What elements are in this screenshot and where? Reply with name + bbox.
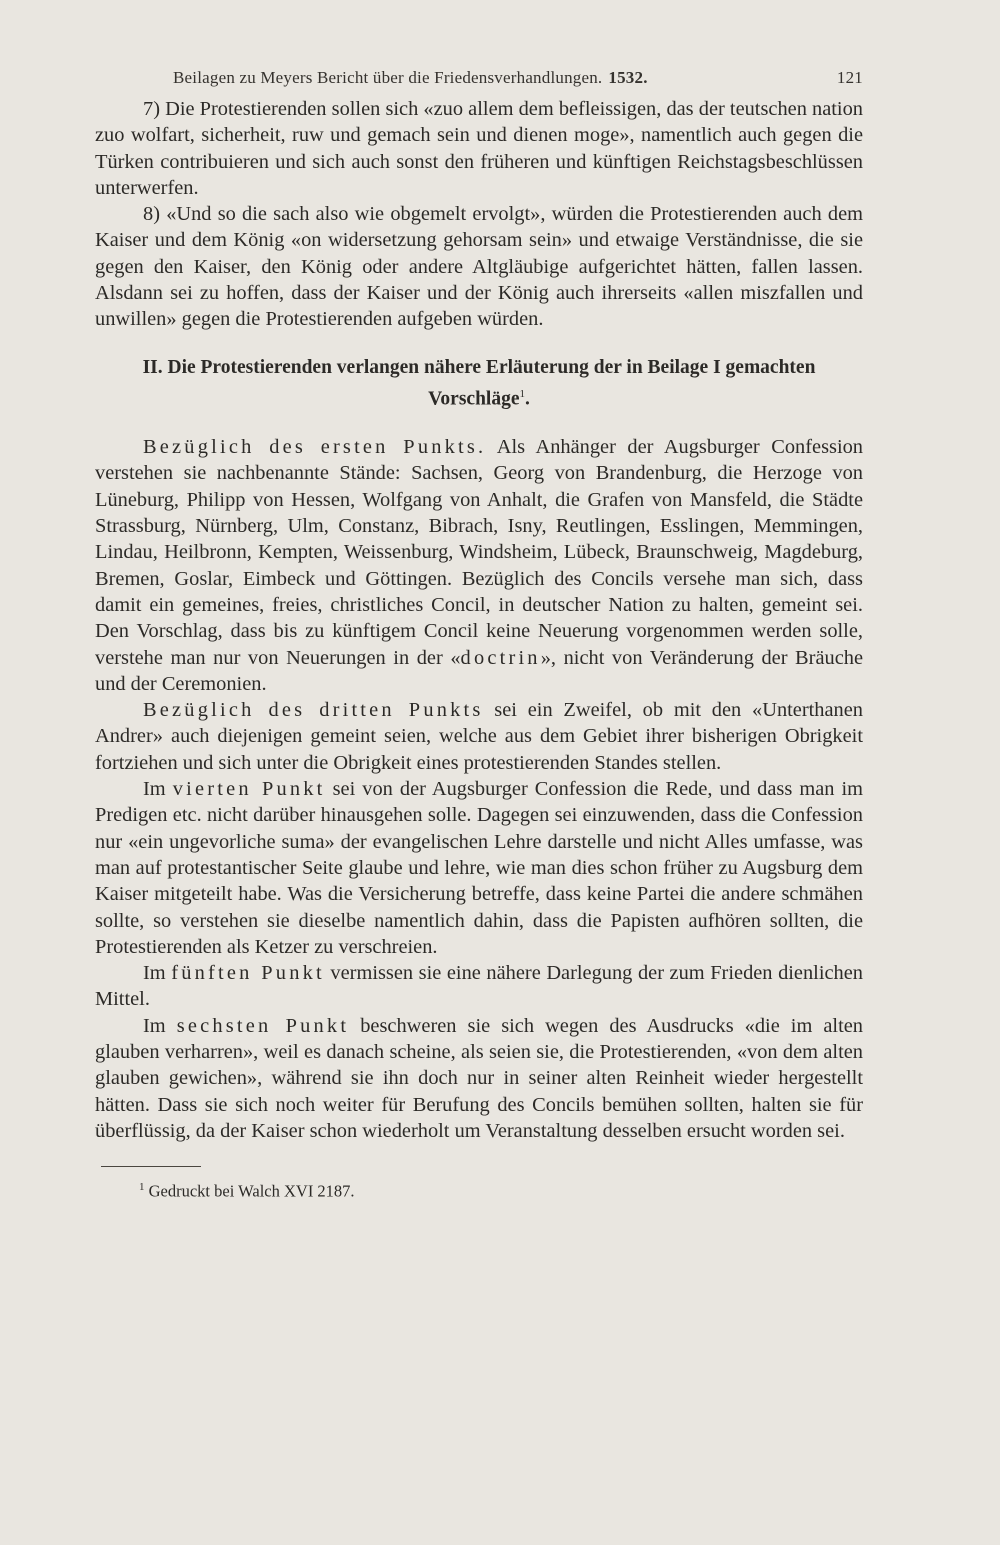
- paragraph-first-point: Bezüglich des ersten Punkts. Als Anhänger der Augsburger Confession verstehen sie nachbenannte Stände: Sachsen, Georg von Brandenburg, die Herzoge von Lüneburg, Philipp von Hessen, Wolfgang von Anhalt, die Grafen von Mansfeld, die Städte Strassburg, Nürnberg, Ulm, Constanz, Bibrach, Isny, Reutlingen, Esslingen, Memmingen, Lindau, Heilbronn, Kempten, Weissenburg, Windsheim, Lübeck, Braunschweig, Magdeburg, Bremen, Goslar, Eimbeck und Göttingen. Bezüglich des Concils versehe man sich, dass damit ein gemeines, freies, christliches Concil, in deutscher Nation zu halten, gemeint sei. Den Vorschlag, dass bis zu künftigem Concil keine Neuerung vorgenommen werden solle, verstehe man nur von Neuerungen in der «doctrin», nicht von Veränderung der Bräuche und der Ceremonien.: [95, 436, 864, 695]
- footnote-mark: 1: [139, 1181, 145, 1194]
- running-head: [173, 68, 863, 88]
- running-head-title: Beilagen zu Meyers Bericht über die Friedensverhandlungen.: [173, 68, 603, 87]
- paragraph-point-8: 8) «Und so die sach also wie obgemelt ervolgt», würden die Protestierenden auch dem Kaiser und dem König «on widersetzung gehorsam sein» und etwaige Verständnisse, die sie gegen den Kaiser, den König oder andere Altgläubige aufgerichtet hätten, fallen lassen. Alsdann sei zu hoffen, dass der Kaiser und der König auch ihrerseits «allen miszfallen und unwillen» gegen die Protestierenden aufgeben würden.: [95, 203, 863, 331]
- paragraph-third-point: Bezüglich des dritten Punkts sei ein Zweifel, ob mit den «Unterthanen Andrer» auch diejenigen gemeint seien, welche aus dem Gebiet ihrer bisherigen Obrigkeit fortziehen und sich unter die Obrigkeit eines protestierenden Standes stellen.: [95, 699, 863, 774]
- section-heading-text: II. Die Protestierenden verlangen nähere Erläuterung der in Beilage I gemachten Vorschläge: [142, 356, 816, 410]
- footnote: [139, 1181, 863, 1202]
- spaced-lead: vierten Punkt: [172, 778, 326, 801]
- footnote-text: Gedruckt bei Walch XVI 2187.: [148, 1181, 355, 1201]
- spaced-lead: sechsten Punkt: [176, 1014, 350, 1037]
- running-head-year: 1532.: [608, 68, 648, 87]
- spaced-lead: fünften Punkt: [171, 962, 325, 985]
- spaced-lead: Bezüglich des dritten Punkts: [143, 699, 484, 722]
- footnote-divider: [101, 1166, 201, 1167]
- paragraph-fourth-point: Im vierten Punkt sei von der Augsburger Confession die Rede, und dass man im Predigen etc. nicht darüber hinausgehen solle. Dagegen sei einzuwenden, dass die Confession nur «ein ungevorliche suma» der evangelischen Lehre darstelle und nicht Alles umfasse, was man auf protestantischer Seite glaube und lehre, wie man dies schon früher zu Augsburg dem Kaiser mitgeteilt habe. Was die Versicherung betreffe, dass keine Partei die andere schmähen sollte, so verstehen sie dieselbe namentlich dahin, dass die Papisten aufhören sollten, die Protestierenden als Ketzer zu verschreien.: [95, 778, 864, 958]
- paragraph-fifth-point: Im fünften Punkt vermissen sie eine nähere Darlegung der zum Frieden dienlichen Mittel.: [95, 962, 863, 1011]
- footnote-reference: 1: [519, 387, 525, 400]
- book-page: [95, 68, 863, 1202]
- spaced-term: doctrin: [460, 646, 541, 669]
- paragraph-point-7: 7) Die Protestierenden sollen sich «zuo allem dem befleissigen, das der teutschen nation zuo wolfart, sicherheit, ruw und gemach sein und dienen moge», namentlich auch gegen die Türken contribuieren und sich auch sonst den früheren und künftigen Reichstagsbeschlüssen unterwerfen.: [95, 98, 863, 199]
- spaced-lead: Bezüglich des ersten Punkts.: [143, 436, 487, 459]
- paragraph-sixth-point: Im sechsten Punkt beschweren sie sich wegen des Ausdrucks «die im alten glauben verharren», weil es danach scheine, als seien sie, die Protestierenden, «von dem alten glauben gewichen», während sie ihn doch nur in seiner alten Reinheit wieder hergestellt hätten. Dass sie sich noch weiter für Berufung des Concils bemühen sollten, halten sie für überflüssig, da der Kaiser schon wiederholt um Veranstaltung desselben ersucht worden sei.: [95, 1014, 863, 1142]
- section-heading: II. Die Protestierenden verlangen nähere Erläuterung der in Beilage I gemachten Vorschläge$^1$.: [142, 356, 816, 410]
- page-number: 121: [836, 68, 863, 87]
